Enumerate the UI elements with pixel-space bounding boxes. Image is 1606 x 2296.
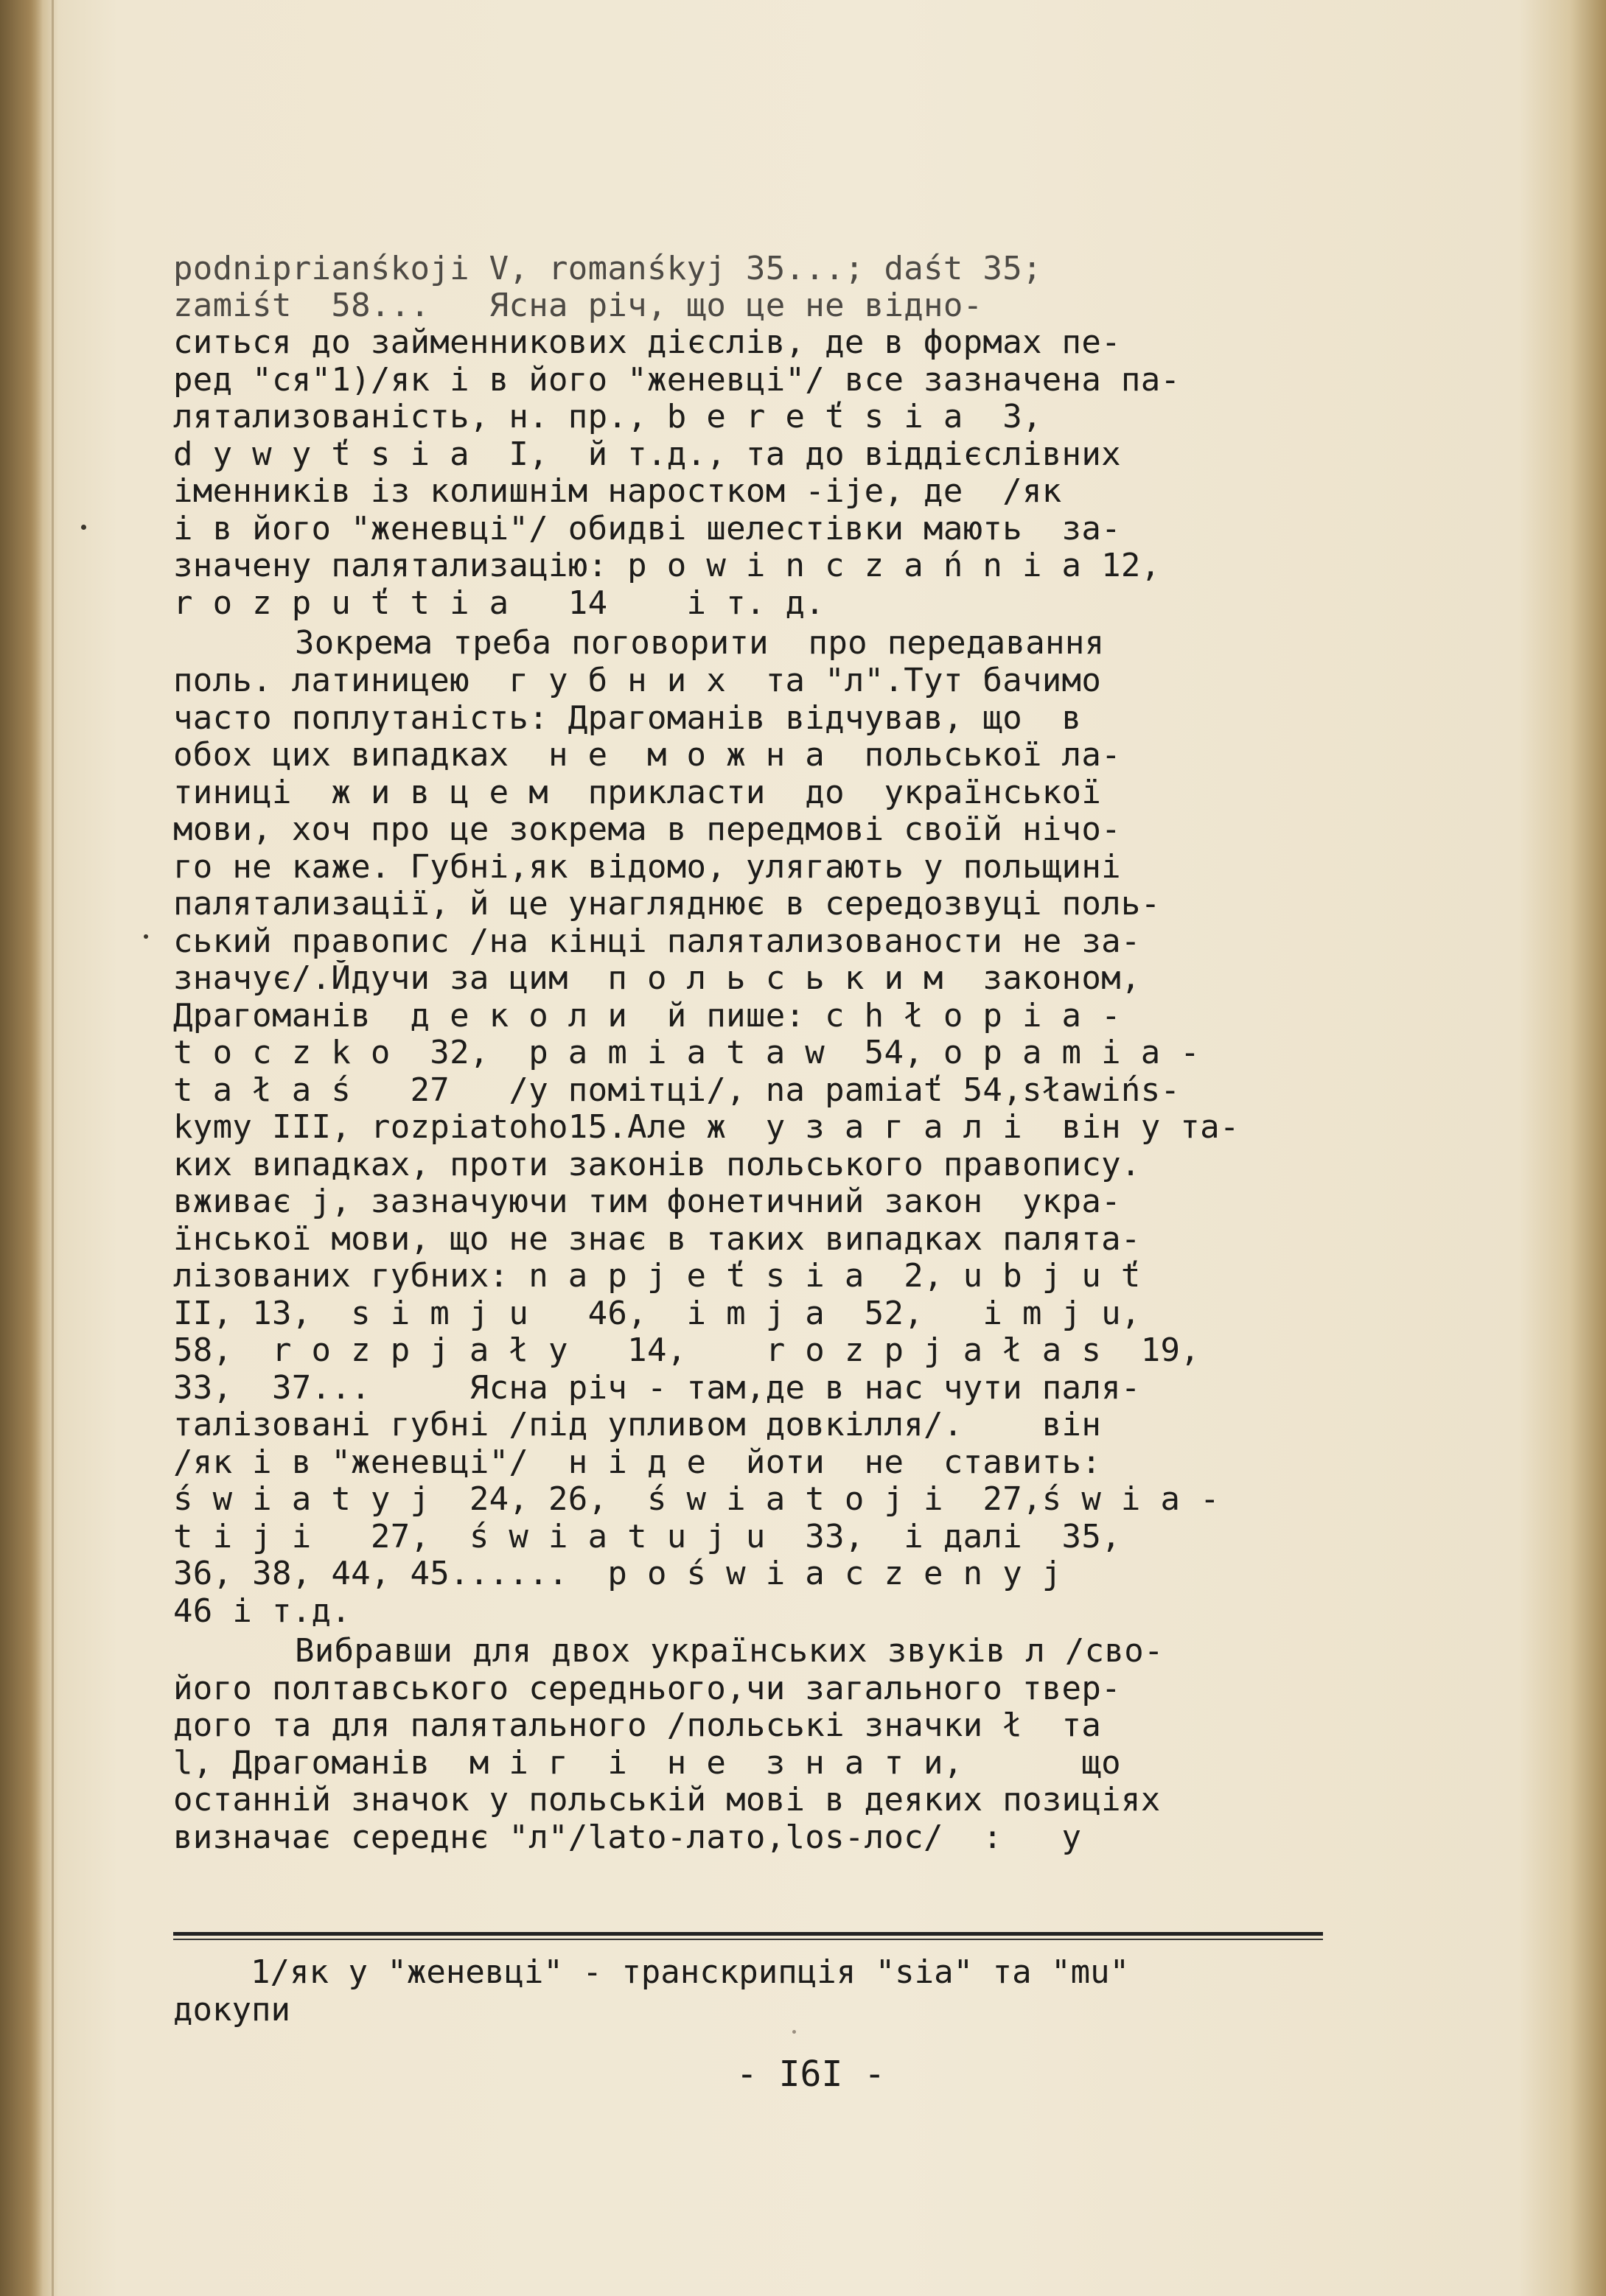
text-line: t a ł a ś 27 /у помітці/, na pamiať 54,sławińs- (173, 1072, 1181, 1109)
text-line: значує/.Йдучи за цим п о л ь с ь к и м законом, (173, 960, 1141, 997)
text-line: їнської мови, що не знає в таких випадках палята- (173, 1221, 1141, 1258)
text-line: t i j i 27, ś w i a t u j u 33, і далі 35, (173, 1519, 1121, 1555)
text-line: часто поплутаність: Драгоманів відчував, що в (173, 700, 1082, 737)
text-line: вживає j, зазначуючи тим фонетичний закон укра- (173, 1183, 1121, 1220)
ink-speck (792, 2030, 796, 2034)
footnote-line: докупи (173, 1992, 290, 2029)
text-line: Вибравши для двох українських звуків л /сво- (295, 1633, 1164, 1670)
footnote-rule-thin (173, 1939, 1323, 1940)
text-line: го не каже. Губні,як відомо, улягають у польщині (173, 849, 1121, 886)
text-line: і в його "женевці"/ обидві шелестівки мають за- (173, 511, 1121, 547)
text-line: ред "ся"1)/як і в його "женевці"/ все зазначена па- (173, 362, 1181, 399)
text-line: тиниці ж и в ц е м прикласти до української (173, 774, 1102, 811)
text-line: podniprianśkoji V, romanśkyj 35...; daśt 35; (173, 251, 1042, 287)
text-line: визначає середнє "л"/lato-лато,los-лос/ : у (173, 1819, 1082, 1856)
text-line: палятализації, й це унагляднює в середозвуці поль- (173, 886, 1161, 923)
text-line: ких випадках, проти законів польського правопису. (173, 1147, 1141, 1183)
footnote-rule (173, 1932, 1323, 1936)
text-line: мови, хоч про це зокрема в передмові своїй нічо- (173, 811, 1121, 848)
text-line: ситься до займенникових дієслів, де в формах пе- (173, 324, 1121, 361)
footnote-line: 1/як у "женевці" - транскрипція "sia" та "mu" (251, 1954, 1130, 1991)
text-line: дого та для палятального /польські значки ł та (173, 1707, 1102, 1744)
text-line: zamiśt 58... Ясна річ, що це не відно- (173, 287, 983, 324)
page-number: - I6I - (736, 2054, 886, 2095)
text-line: 46 і т.д. (173, 1593, 352, 1630)
ink-speck (81, 525, 86, 530)
text-line: останній значок у польській мові в деяких позиціях (173, 1782, 1161, 1819)
text-line: ський правопис /на кінці палятализованости не за- (173, 923, 1141, 960)
text-line: 33, 37... Ясна річ - там,де в нас чути паля- (173, 1370, 1141, 1407)
text-line: l, Драгоманів м і г і н е з н а т и, що (173, 1745, 1121, 1782)
text-line: іменників із колишнім наростком -ije, де /як (173, 473, 1062, 510)
ink-speck (144, 934, 148, 939)
text-line: kymy III, rozpiatoho15.Але ж у з а г а л і він у та- (173, 1109, 1240, 1146)
text-line: Зокрема треба поговорити про передавання (295, 625, 1105, 662)
text-line: значену палятализацію: p o w i n c z a ń n i a 12, (173, 547, 1161, 584)
text-line: лізованих губних: n a p j e ť s i a 2, u b j u ť (173, 1258, 1141, 1295)
text-line: II, 13, s i m j u 46, i m j a 52, i m j u, (173, 1295, 1141, 1332)
text-line: ś w i a t y j 24, 26, ś w i a t o j i 27,ś w i a - (173, 1481, 1220, 1518)
text-line: талізовані губні /під упливом довкілля/. він (173, 1407, 1102, 1443)
text-line: його полтавського середнього,чи загального твер- (173, 1670, 1121, 1707)
text-line: лятализованість, н. пр., b e r e ť s i a 3, (173, 399, 1042, 435)
text-line: 36, 38, 44, 45...... p o ś w i a c z e n y j (173, 1555, 1062, 1592)
text-line: поль. латиницею г у б н и х та "л".Тут бачимо (173, 662, 1102, 699)
text-line: обох цих випадках н е м о ж н а польської ла- (173, 737, 1121, 774)
text-line: t o c z k o 32, p a m i a t a w 54, o p a m i a - (173, 1035, 1201, 1071)
text-line: d y w y ť s i a I, й т.д., та до віддієслівних (173, 436, 1121, 473)
text-line: Драгоманів д е к о л и й пише: c h ł o p i a - (173, 998, 1121, 1035)
text-line: /як і в "женевці"/ н і д е йоти не ставить: (173, 1444, 1102, 1481)
text-line: r o z p u ť t i a 14 і т. д. (173, 585, 825, 622)
text-line: 58, r o z p j a ł y 14, r o z p j a ł a s 19, (173, 1332, 1201, 1369)
